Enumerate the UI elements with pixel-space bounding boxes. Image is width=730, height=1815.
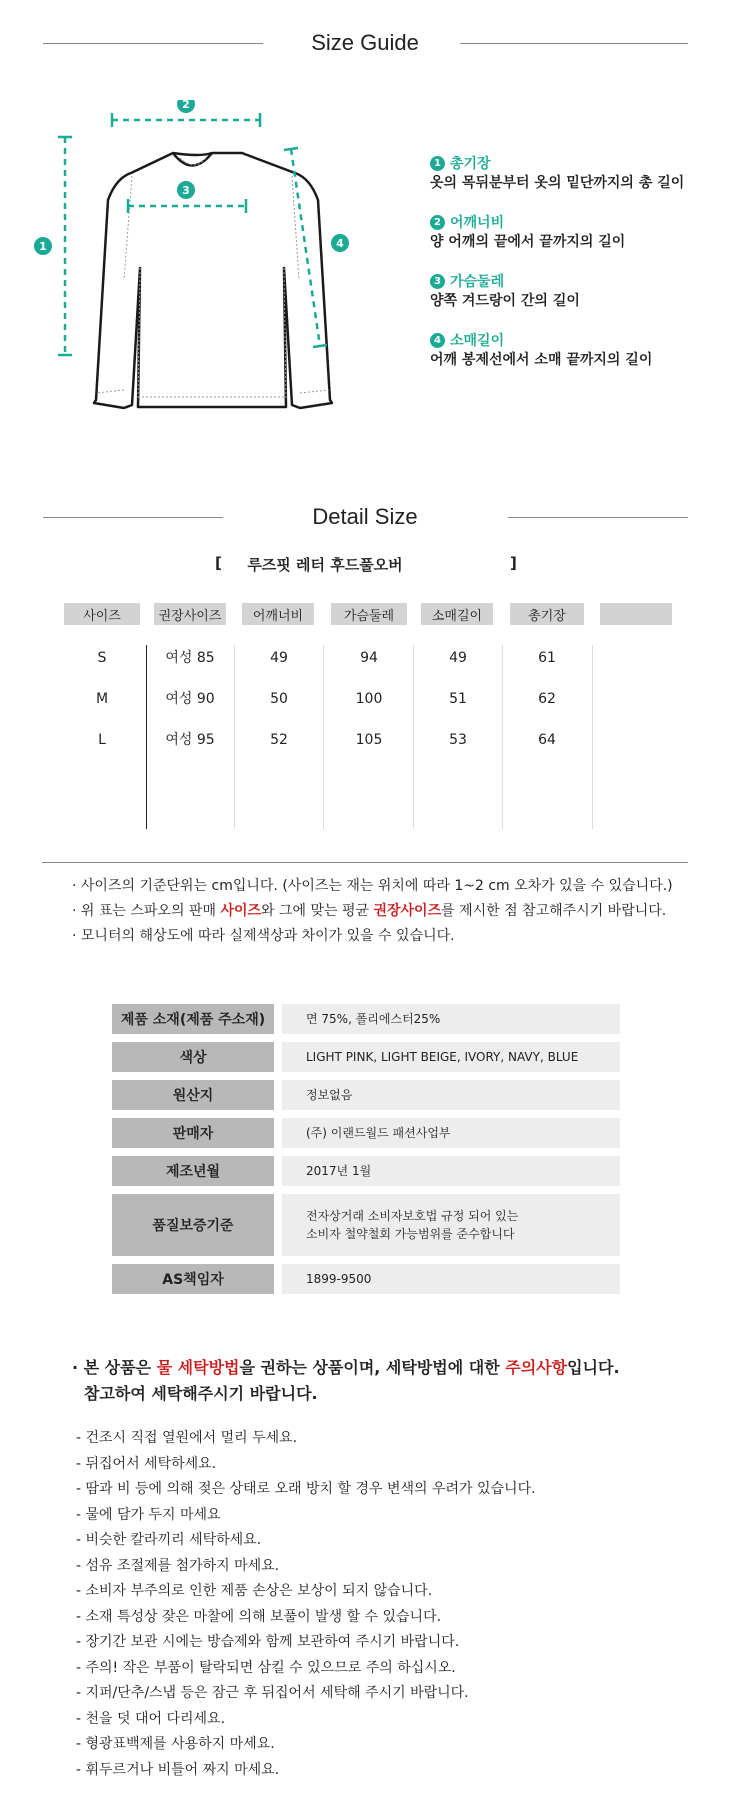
size-header-shoulder: 어깨너비 bbox=[242, 603, 314, 625]
note-line: · 위 표는 스파오의 판매 사이즈와 그에 맞는 평균 권장사이즈를 제시한 점 참고해주시기 바랍니다. bbox=[72, 903, 667, 919]
wash-item: - 섬유 조절제를 첨가하지 마세요. bbox=[76, 1557, 280, 1574]
size-header-size: 사이즈 bbox=[64, 603, 140, 625]
wash-item: - 장기간 보관 시에는 방습제와 함께 보관하여 주시기 바랍니다. bbox=[76, 1634, 460, 1650]
wash-item: - 형광표백제를 사용하지 마세요. bbox=[76, 1736, 275, 1752]
measure-shoulder-width bbox=[112, 113, 260, 127]
cell-shoulder: 50 bbox=[270, 691, 288, 707]
legend-desc: 어깨 봉제선에서 소매 끝까지의 길이 bbox=[430, 352, 653, 368]
wash-item: - 지퍼/단추/스냅 등은 잠근 후 뒤집어서 세탁해 주시기 바랍니다. bbox=[76, 1685, 469, 1701]
cell-shoulder: 52 bbox=[270, 732, 288, 748]
cell-size: L bbox=[98, 732, 106, 748]
measure-chest-width bbox=[128, 199, 246, 213]
wash-item: - 뒤집어서 세탁하세요. bbox=[76, 1455, 217, 1472]
note-line: · 모니터의 해상도에 따라 실제색상과 차이가 있을 수 있습니다. bbox=[72, 928, 455, 944]
info-value: 2017년 1월 bbox=[282, 1156, 620, 1186]
legend-desc: 양 어깨의 끝에서 끝까지의 길이 bbox=[430, 234, 626, 250]
wash-item: - 천을 덧 대어 다리세요. bbox=[76, 1710, 226, 1727]
info-value: 전자상거래 소비자보호법 규정 되어 있는 소비자 철약철회 가능범위를 준수합니다 bbox=[282, 1194, 620, 1256]
measure-total-length bbox=[58, 137, 72, 355]
size-guide-title: Size Guide bbox=[311, 30, 419, 55]
info-key: 품질보증기준 bbox=[112, 1194, 274, 1256]
wash-item: - 비슷한 칼라끼리 세탁하세요. bbox=[76, 1532, 262, 1548]
info-row-manufacture-date bbox=[112, 1156, 620, 1186]
wash-heading: · 본 상품은 물 세탁방법을 권하는 상품이며, 세탁방법에 대한 주의사항입니다. 참고하여 세탁해주시기 바랍니다. bbox=[72, 1358, 620, 1403]
info-key: 원산지 bbox=[112, 1080, 274, 1110]
info-value: 면 75%, 폴리에스터25% bbox=[282, 1004, 620, 1034]
legend-title: 어깨너비 bbox=[450, 215, 505, 231]
size-header-recommended: 권장사이즈 bbox=[154, 603, 226, 625]
legend-desc: 양쪽 겨드랑이 간의 길이 bbox=[430, 293, 580, 309]
info-value: 1899-9500 bbox=[282, 1264, 620, 1294]
size-table-divider bbox=[323, 645, 324, 829]
cell-sleeve: 49 bbox=[449, 650, 467, 666]
cell-total-length: 62 bbox=[538, 691, 556, 707]
wash-instructions-list bbox=[76, 1426, 536, 1783]
info-row-seller bbox=[112, 1118, 620, 1148]
legend-number-icon: 2 bbox=[430, 215, 445, 230]
info-row-color bbox=[112, 1042, 620, 1072]
info-key: 제품 소재(제품 주소재) bbox=[112, 1004, 274, 1034]
info-row-origin bbox=[112, 1080, 620, 1110]
info-value: 정보없음 bbox=[282, 1080, 620, 1110]
legend-item-chest-width bbox=[430, 271, 730, 311]
size-header-empty bbox=[600, 603, 672, 625]
size-table-divider bbox=[413, 645, 414, 829]
wash-item: - 휘두르거나 비틀어 짜지 마세요. bbox=[76, 1761, 280, 1778]
info-key: 색상 bbox=[112, 1042, 274, 1072]
info-key: 제조년월 bbox=[112, 1156, 274, 1186]
size-header-chest: 가슴둘레 bbox=[331, 603, 407, 625]
note-line: · 사이즈의 기준단위는 cm입니다. (사이즈는 재는 위치에 따라 1~2 cm 오차가 있을 수 있습니다.) bbox=[72, 878, 673, 894]
svg-text:1: 1 bbox=[39, 240, 47, 253]
product-name-row bbox=[0, 554, 730, 578]
size-table-divider bbox=[502, 645, 503, 829]
info-row-quality-guarantee bbox=[112, 1194, 620, 1256]
bracket-right: ] bbox=[510, 554, 517, 572]
wash-item: - 주의! 작은 부품이 탈락되면 삼킬 수 있으므로 주의 하십시오. bbox=[76, 1659, 456, 1676]
info-value: (주) 이랜드월드 패션사업부 bbox=[282, 1118, 620, 1148]
size-table-main-divider bbox=[146, 645, 147, 829]
cell-size: S bbox=[97, 650, 107, 666]
legend-title: 소매길이 bbox=[450, 333, 505, 349]
legend-title: 가슴둘레 bbox=[450, 274, 505, 290]
cell-chest: 100 bbox=[355, 691, 383, 707]
wash-item: - 물에 담가 두지 마세요 bbox=[76, 1506, 221, 1523]
bracket-left: [ bbox=[215, 554, 222, 572]
legend-number-icon: 3 bbox=[430, 274, 445, 289]
svg-text:3: 3 bbox=[182, 184, 190, 197]
svg-text:4: 4 bbox=[336, 237, 344, 250]
cell-recommended: 여성 85 bbox=[165, 650, 215, 666]
legend-number-icon: 1 bbox=[430, 156, 445, 171]
cell-sleeve: 51 bbox=[449, 691, 467, 707]
detail-size-title: Detail Size bbox=[312, 504, 418, 529]
cell-size: M bbox=[95, 691, 109, 707]
cell-total-length: 64 bbox=[538, 732, 556, 748]
size-notes bbox=[72, 874, 673, 949]
svg-text:2: 2 bbox=[182, 100, 190, 111]
cell-chest: 94 bbox=[360, 650, 378, 666]
info-row-material bbox=[112, 1004, 620, 1034]
info-row-as-manager bbox=[112, 1264, 620, 1294]
info-key: AS책임자 bbox=[112, 1264, 274, 1294]
cell-recommended: 여성 90 bbox=[165, 691, 215, 707]
shirt-outline bbox=[94, 153, 332, 408]
size-guide-header bbox=[0, 23, 730, 63]
cell-total-length: 61 bbox=[538, 650, 556, 666]
size-table-divider bbox=[592, 645, 593, 829]
measurement-legend bbox=[430, 153, 730, 389]
wash-item: - 땀과 비 등에 의해 젖은 상태로 오래 방치 할 경우 변색의 우려가 있습니다. bbox=[76, 1481, 536, 1497]
legend-item-shoulder-width bbox=[430, 212, 730, 252]
cell-recommended: 여성 95 bbox=[165, 732, 215, 748]
legend-number-icon: 4 bbox=[430, 333, 445, 348]
size-header-total-length: 총기장 bbox=[510, 603, 584, 625]
detail-size-header bbox=[0, 497, 730, 537]
section-divider bbox=[42, 862, 688, 863]
wash-item: - 소비자 부주의로 인한 제품 손상은 보상이 되지 않습니다. bbox=[76, 1583, 433, 1599]
legend-desc: 옷의 목뒤분부터 옷의 밑단까지의 총 길이 bbox=[430, 175, 685, 191]
cell-chest: 105 bbox=[355, 732, 383, 748]
cell-shoulder: 49 bbox=[270, 650, 288, 666]
size-table-divider bbox=[234, 645, 235, 829]
wash-item: - 건조시 직접 열원에서 멀리 두세요. bbox=[76, 1430, 298, 1446]
wash-item: - 소재 특성상 잦은 마찰에 의해 보풀이 발생 할 수 있습니다. bbox=[76, 1608, 442, 1625]
product-name: 루즈핏 레터 후드풀오버 bbox=[247, 556, 403, 574]
garment-diagram bbox=[20, 100, 420, 420]
size-header-sleeve: 소매길이 bbox=[421, 603, 493, 625]
legend-title: 총기장 bbox=[450, 156, 491, 172]
title-divider-right bbox=[508, 517, 688, 518]
legend-item-sleeve-length bbox=[430, 330, 730, 370]
legend-item-total-length bbox=[430, 153, 730, 193]
cell-sleeve: 53 bbox=[449, 732, 467, 748]
title-divider-right bbox=[460, 43, 688, 44]
info-value: LIGHT PINK, LIGHT BEIGE, IVORY, NAVY, BLUE bbox=[282, 1042, 620, 1072]
info-key: 판매자 bbox=[112, 1118, 274, 1148]
